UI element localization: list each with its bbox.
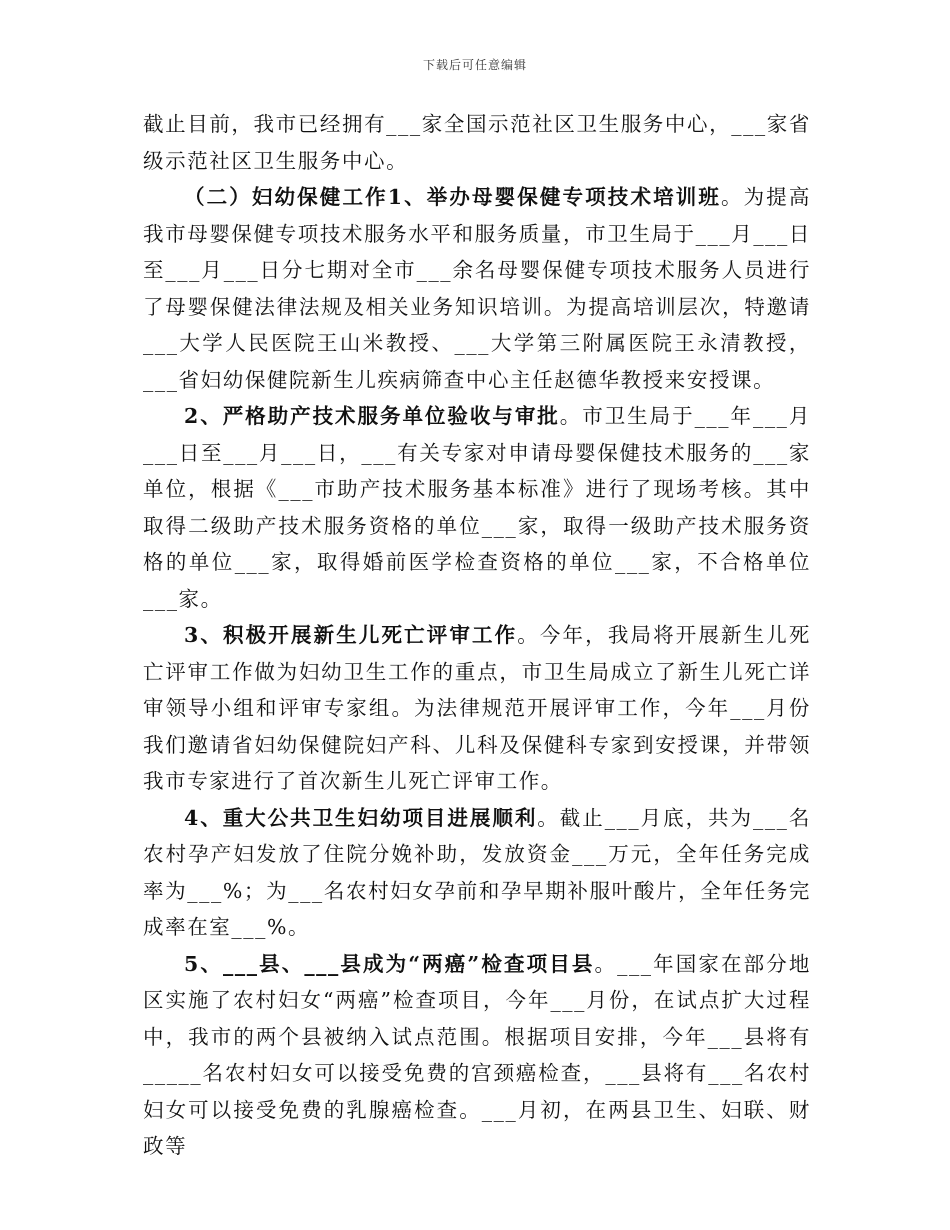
paragraph-neonatal-review [143, 617, 811, 800]
paragraph-heading: 3、积极开展新生儿死亡评审工作 [184, 623, 518, 647]
paragraph-midwifery-approval [143, 398, 811, 617]
document-body [143, 106, 811, 1165]
page-header: 下载后可任意编辑 [422, 58, 527, 72]
paragraph-heading: 4、重大公共卫生妇幼项目进展顺利 [184, 805, 538, 830]
paragraph-public-health-projects [143, 800, 811, 946]
paragraph-text: 。截止___月底，共为___名农村孕产妇发放了住院分娩补助，发放资金___万元，全年任务完成率为___%；为___名农村妇女孕前和孕早期补服叶酸片，全年任务完成率在室___%。 [143, 805, 811, 939]
paragraph-heading: 5、___县、___县成为“两癌”检查项目县 [184, 951, 595, 976]
paragraph-text: 。市卫生局于___年___月___日至___月___日，___有关专家对申请母婴保健技术服务的___家单位，根据《___市助产技术服务基本标准》进行了现场考核。其中取得二级助产技术服务资格的单位___家，取得一级助产技术服务资格的单位___家，取得婚前医学检查资格的单位___家，不合格单位___家。 [143, 404, 811, 611]
paragraph-text: 。今年，我局将开展新生儿死亡评审工作做为妇幼卫生工作的重点，市卫生局成立了新生儿死亡详审领导小组和评审专家组。为法律规范开展评审工作，今年___月份我们邀请省妇幼保健院妇产科、儿科及保健科专家到安授课，并带领我市专家进行了首次新生儿死亡评审工作。 [143, 623, 811, 793]
paragraph-intro [143, 106, 811, 179]
paragraph-maternal-training [143, 179, 811, 398]
paragraph-text: 。为提高我市母婴保健专项技术服务水平和服务质量，市卫生局于___月___日至___月___日分七期对全市___余名母婴保健专项技术服务人员进行了母婴保健法律法规及相关业务知识培训。为提高培训层次，特邀请___大学人民医院王山米教授、___大学第三附属医院王永清教授，___省妇幼保健院新生儿疾病筛查中心主任赵德华教授来安授课。 [143, 185, 811, 392]
paragraph-text: 截止目前，我市已经拥有___家全国示范社区卫生服务中心，___家省级示范社区卫生服务中心。 [143, 112, 811, 173]
paragraph-heading: 2、严格助产技术服务单位验收与审批 [184, 404, 560, 428]
paragraph-cancer-screening [143, 946, 811, 1165]
paragraph-text: 。___年国家在部分地区实施了农村妇女“两癌”检查项目，今年___月份，在试点扩大过程中，我市的两个县被纳入试点范围。根据项目安排，今年___县将有_____名农村妇女可以接受免费的宫颈癌检查，___县将有___名农村妇女可以接受免费的乳腺癌检查。___月初，在两县卫生、妇联、财政等 [143, 951, 812, 1158]
paragraph-heading: （二）妇幼保健工作1、举办母婴保健专项技术培训班 [184, 185, 721, 209]
